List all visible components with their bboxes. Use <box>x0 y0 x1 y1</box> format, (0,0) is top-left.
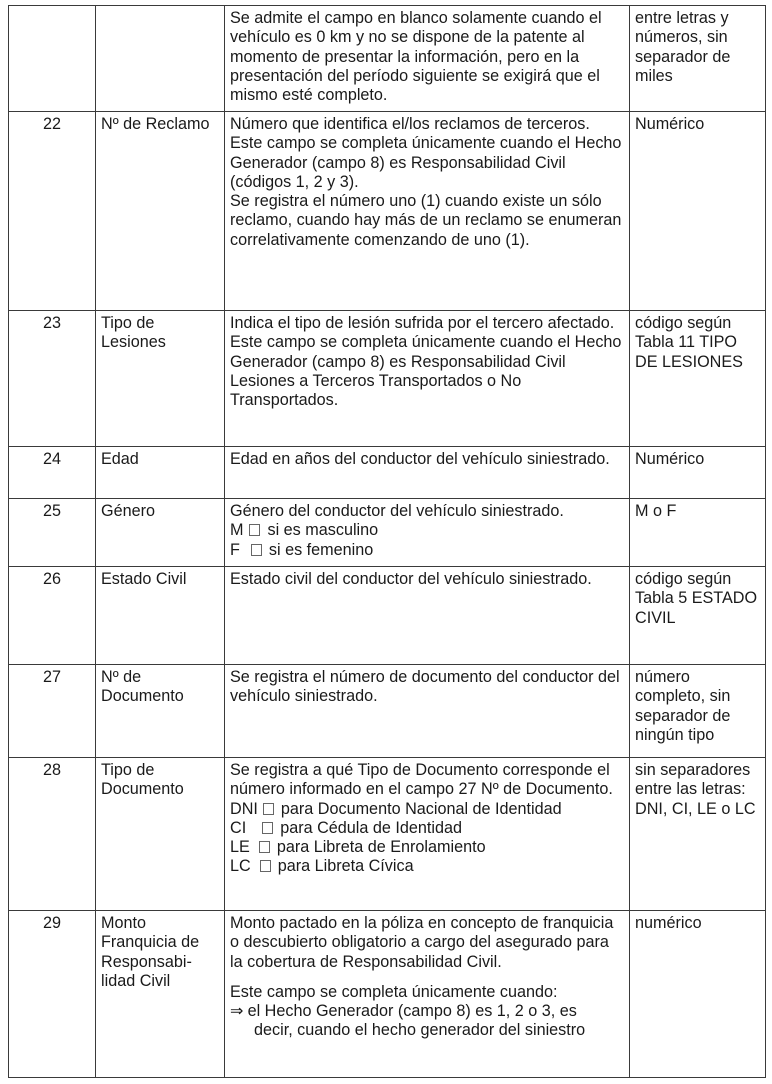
description-text: Estado civil del conductor del vehículo siniestrado. <box>230 570 592 588</box>
field-format: código según Tabla 11 TIPO DE LESIONES <box>630 311 766 447</box>
condition-item <box>230 1002 624 1021</box>
field-description <box>225 311 630 447</box>
field-number: 27 <box>9 665 96 758</box>
option-code: F <box>230 540 240 559</box>
checkbox-icon <box>251 544 262 556</box>
field-number <box>9 6 96 112</box>
description-text: Edad en años del conductor del vehículo siniestrado. <box>230 450 610 468</box>
description-text: Número que identifica el/los reclamos de terceros. <box>230 115 590 133</box>
field-number: 25 <box>9 499 96 567</box>
table-row <box>9 567 766 665</box>
option-item <box>230 857 624 876</box>
checkbox-icon <box>263 803 274 815</box>
field-number: 26 <box>9 567 96 665</box>
field-number: 22 <box>9 112 96 311</box>
option-code: CI <box>230 818 247 837</box>
option-item <box>230 819 624 838</box>
field-description <box>225 911 630 1078</box>
description-text: Se registra a qué Tipo de Documento corresponde el número informado en el campo 27 Nº de Documento. <box>230 761 615 799</box>
description-text: Indica el tipo de lesión sufrida por el tercero afectado. <box>230 314 615 332</box>
checkbox-icon <box>259 841 270 853</box>
field-format: código según Tabla 5 ESTADO CIVIL <box>630 567 766 665</box>
description-text: Se registra el número uno (1) cuando existe un sólo reclamo, cuando hay más de un reclamo se enumeran correlativamente comenzando de uno (1). <box>230 192 626 249</box>
description-text: Se admite el campo en blanco solamente cuando el vehículo es 0 km y no se dispone de la patente al momento de presentar la información, pero en la presentación del período siguiente se exigirá que el mismo esté completo. <box>230 9 607 105</box>
field-number: 24 <box>9 447 96 499</box>
description-text: Monto pactado en la póliza en concepto de franquicia o descubierto obligatorio a cargo del asegurado para la cobertura de Responsabilidad Civil. <box>230 914 618 971</box>
field-number: 28 <box>9 758 96 911</box>
option-code: M <box>230 521 244 540</box>
description-text: Se registra el número de documento del conductor del vehículo siniestrado. <box>230 668 625 706</box>
checkbox-icon <box>260 860 271 872</box>
field-description <box>225 6 630 112</box>
table-row <box>9 499 766 567</box>
field-name: Tipo de Documento <box>96 758 225 911</box>
condition-intro: Este campo se completa únicamente cuando: <box>230 982 558 1001</box>
option-text: si es masculino <box>267 521 379 540</box>
field-format: sin separadores entre las letras: DNI, CI, LE o LC <box>630 758 766 911</box>
option-item <box>230 541 624 560</box>
table-row <box>9 112 766 311</box>
field-description <box>225 567 630 665</box>
field-format: entre letras y números, sin separador de miles <box>630 6 766 112</box>
table-row <box>9 911 766 1078</box>
field-name: Género <box>96 499 225 567</box>
field-format: numérico <box>630 911 766 1078</box>
option-text: para Libreta Cívica <box>277 857 414 876</box>
field-number: 29 <box>9 911 96 1078</box>
field-description <box>225 665 630 758</box>
description-text: Este campo se completa únicamente cuando el Hecho Generador (campo 8) es Responsabilidad Civil (códigos 1, 2 y 3). <box>230 134 626 191</box>
field-format: M o F <box>630 499 766 567</box>
field-description <box>225 758 630 911</box>
spacer <box>230 972 624 983</box>
condition-text: el Hecho Generador (campo 8) es 1, 2 o 3, es <box>247 1002 577 1021</box>
field-spec-table <box>8 5 766 1078</box>
table-row <box>9 758 766 911</box>
field-description <box>225 447 630 499</box>
field-number: 23 <box>9 311 96 447</box>
option-code: LE <box>230 838 250 857</box>
table-row-continuation <box>9 6 766 112</box>
option-item <box>230 800 624 819</box>
field-description <box>225 112 630 311</box>
checkbox-icon <box>262 822 273 834</box>
option-text: para Libreta de Enrolamiento <box>276 838 486 857</box>
option-item <box>230 521 624 540</box>
table-row <box>9 665 766 758</box>
description-text: Este campo se completa únicamente cuando el Hecho Generador (campo 8) es Responsabilidad Civil Lesiones a Terceros Transportados o No Transportados. <box>230 333 626 410</box>
field-name: Estado Civil <box>96 567 225 665</box>
field-name: Monto Franquicia de Responsabi-lidad Civil <box>96 911 225 1078</box>
option-item <box>230 838 624 857</box>
checkbox-icon <box>249 524 260 536</box>
field-format: Numérico <box>630 447 766 499</box>
field-format: número completo, sin separador de ningún tipo <box>630 665 766 758</box>
option-text: si es femenino <box>268 540 374 559</box>
table-row <box>9 311 766 447</box>
option-code: DNI <box>230 799 258 818</box>
table-row <box>9 447 766 499</box>
description-text: Género del conductor del vehículo siniestrado. <box>230 502 564 520</box>
field-name: Tipo de Lesiones <box>96 311 225 447</box>
field-name: Nº de Reclamo <box>96 112 225 311</box>
field-name: Nº de Documento <box>96 665 225 758</box>
field-description <box>225 499 630 567</box>
option-text: para Documento Nacional de Identidad <box>280 799 562 818</box>
option-code: LC <box>230 857 251 876</box>
condition-continuation: decir, cuando el hecho generador del siniestro <box>254 1021 586 1040</box>
field-name: Edad <box>96 447 225 499</box>
field-name <box>96 6 225 112</box>
implies-arrow-icon: ⇒ <box>230 1002 244 1021</box>
field-format: Numérico <box>630 112 766 311</box>
option-text: para Cédula de Identidad <box>280 818 462 837</box>
